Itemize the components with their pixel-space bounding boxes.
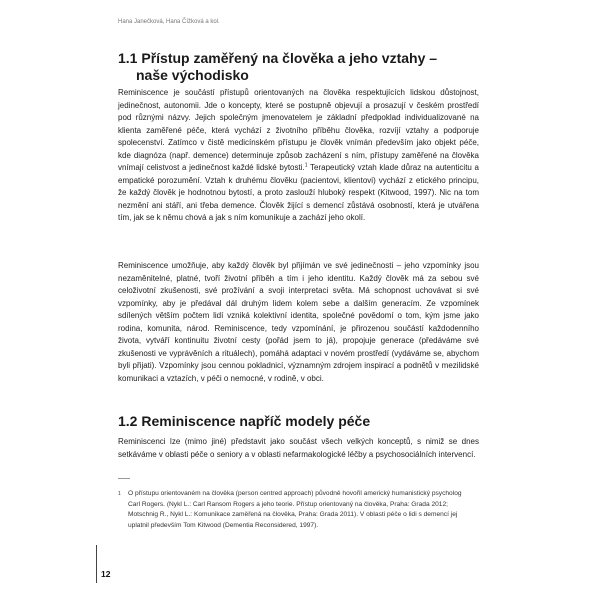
section-title-line1: Přístup zaměřený na člověka a jeho vztahy – [141, 50, 438, 66]
footnote-text: O přístupu orientovaném na člověka (person centred approach) původně hovořil americký humanistický psycholog Carl Rogers. (Nykl L.: Carl Ransom Rogers a jeho teorie. Přístup orientovaný na člověka, Praha: Grada 2012; Motschnig R., Nykl L.: Komunikace zaměřená na člověka, Praha: Grada 2011). V oblasti péče o lidi s demencí jej uplatnil především Tom Kitwood (Dementia Reconsidered, 1997). [128, 490, 462, 529]
section-number: 1.2 [118, 413, 138, 429]
running-header: Hana Janečková, Hana Čížková a kol. [118, 19, 220, 25]
paragraph-2: Reminiscence umožňuje, aby každý člověk byl přijímán ve své jedinečnosti – jeho vzpomínky jsou nezaměnitelné, platné, tvoří životní příběh a tím i jeho identitu. Každý člověk má za sebou své celoživotní zkušenosti, své prožívání a svoji interpretaci světa. Má schopnost uchovávat si své vzpomínky, aby je předával dál druhým lidem kolem sebe a dalším generacím. Ze vzpomínek sdílených větším počtem lidí vzniká kolektivní identita, společné povědomí o tom, kým jsme jako rodina, komunita, národ. Reminiscence, tedy vzpomínání, je přirozenou součástí každodenního života, vytváří kontinuitu životní cesty (pořád jsem to já), propojuje generace (předáváme své zkušenosti ve vyprávěních a rituálech), pomáhá adaptaci v novém prostředí (vydáváme se, abychom byli přijati). Vzpomínky jsou cennou pokladnicí, významným zdrojem inspirací a podnětů v mezilidské komunikaci a vztazích, v péči o nemocné, v rodině, v obci. [118, 261, 479, 383]
paragraph-3: Reminiscenci lze (mimo jiné) představit jako součást všech velkých konceptů, s nimiž se dnes setkáváme v oblasti péče o seniory a v oblasti nefarmakologické léčby a psychosociálních intervencí. [118, 437, 479, 459]
paragraph-1 [118, 87, 479, 225]
paragraph-1-text-b: Terapeutický vztah klade důraz na autenticitu a empatické porozumění. Vztah k druhému člověku (pacientovi, klientovi) vychází z etického principu, že každý člověk je hodnotnou bytostí, a proto zaslouží hluboký respekt (Kitwood, 1997). Nic na tom nezmění ani stáří, ani třeba demence. Člověk žijící s demencí zůstává osobností, která je utvářena tím, jak se k němu chová a jak s ním komunikuje a zachází jeho okolí. [118, 163, 479, 222]
section-heading-1-2 [118, 413, 498, 430]
section-heading-1-1 [118, 50, 498, 84]
footnote-mark: 1 [118, 491, 121, 497]
section-title-line2: naše východisko [136, 67, 249, 83]
footnote [118, 489, 468, 531]
page-number-rule [96, 545, 97, 583]
section-number: 1.1 [118, 50, 138, 66]
footnote-divider [118, 478, 130, 479]
footnote-reference[interactable]: 1 [304, 162, 308, 169]
section-title: Reminiscence napříč modely péče [141, 413, 371, 429]
page-number: 12 [101, 569, 111, 579]
paragraph-1-text-a: Reminiscence je součástí přístupů orientovaných na člověka respektujících lidskou důstojnost, jedinečnost, autonomii. Jde o koncepty, které se postupně objevují a prosazují v českém prostředí pod různými názvy. Jejich společným jmenovatelem je základní předpoklad individualizované na klienta zaměřené péče, která vychází z životního příběhu člověka, rozvíjí vztahy a podporuje spolecenství. Zatímco v čistě medicínském přístupu je člověk vnímán především jako objekt péče, kde diagnóza (např. demence) determinuje způsob zacházení s ním, přístupy zaměřené na člověka vnímají celistvost a jedinečnost každé lidské bytosti. [118, 88, 479, 172]
